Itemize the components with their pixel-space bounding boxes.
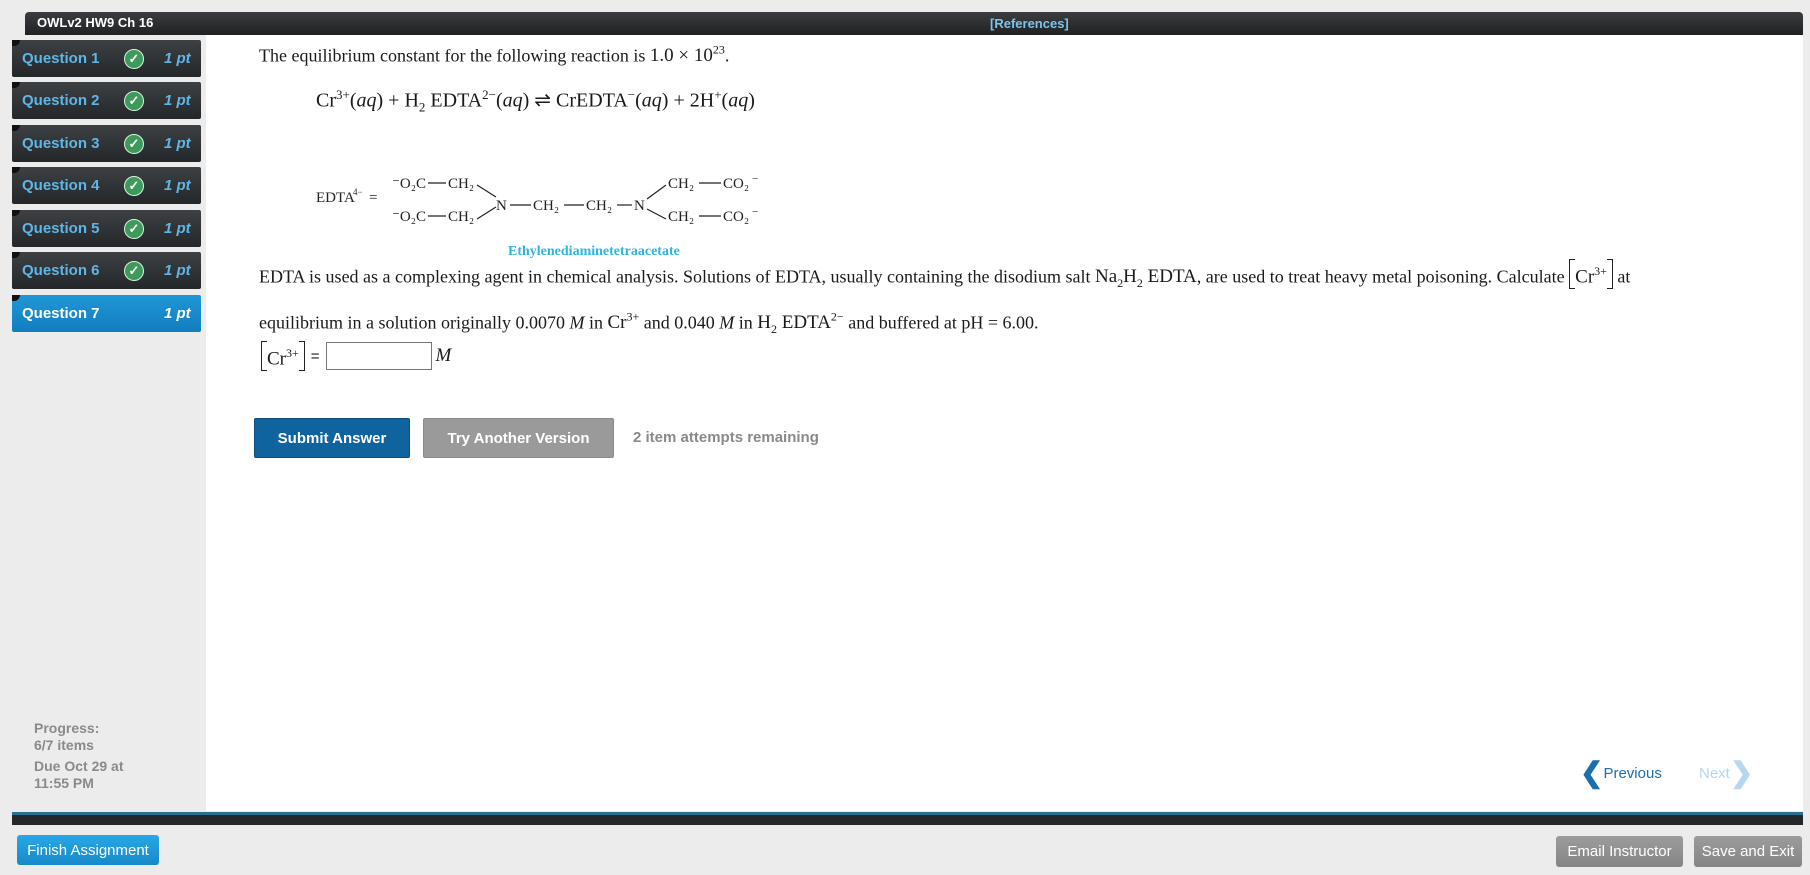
save-and-exit-button[interactable]: Save and Exit: [1694, 836, 1802, 867]
reaction-equation: $Cr^{3+}(aq) + H_2$ $EDTA^{2-}(aq)$ ⇌ CrEDTA−(aq) + 2H+(aq): [316, 87, 755, 115]
sidebar-item-question-2[interactable]: [12, 82, 201, 119]
question-label: Question 2: [22, 92, 100, 109]
check-icon: ✓: [124, 219, 144, 239]
svg-text:CH₂: CH₂: [668, 209, 695, 225]
check-icon: ✓: [124, 176, 144, 196]
attempts-remaining: 2 item attempts remaining: [633, 429, 819, 446]
question-label: Question 4: [22, 177, 100, 194]
sidebar-item-question-5[interactable]: [12, 210, 201, 247]
progress-label: Progress:: [34, 720, 100, 736]
sidebar-item-question-6[interactable]: [12, 252, 201, 289]
svg-text:−: −: [752, 206, 759, 218]
question-points: 1 pt: [164, 262, 191, 279]
sidebar-item-question-7[interactable]: [12, 295, 201, 332]
edta-structure-diagram: [314, 143, 784, 263]
svg-text:CH₂: CH₂: [533, 198, 560, 214]
question-intro: The equilibrium constant for the following reaction is $1.0 \times 10^{23}$.: [259, 43, 730, 67]
svg-text:CH₂: CH₂: [448, 209, 475, 225]
question-label: Question 1: [22, 50, 100, 67]
next-button[interactable]: [1699, 757, 1754, 788]
svg-text:=: =: [369, 190, 378, 206]
svg-text:CH₂: CH₂: [448, 176, 475, 192]
svg-text:N: N: [634, 198, 645, 214]
svg-text:⁻O₂C: ⁻O₂C: [392, 176, 426, 192]
question-label: Question 7: [22, 305, 100, 322]
svg-text:CO₂: CO₂: [723, 209, 750, 225]
submit-answer-button[interactable]: Submit Answer: [254, 418, 410, 458]
check-icon: ✓: [124, 91, 144, 111]
check-icon: ✓: [124, 134, 144, 154]
question-label: Question 5: [22, 220, 100, 237]
svg-text:−: −: [752, 173, 759, 185]
question-points: 1 pt: [164, 92, 191, 109]
question-points: 1 pt: [164, 177, 191, 194]
previous-button[interactable]: [1580, 757, 1662, 788]
previous-label: Previous: [1603, 764, 1662, 782]
chevron-right-icon: ❯: [1729, 757, 1754, 788]
answer-input[interactable]: [326, 342, 432, 370]
finish-assignment-button[interactable]: Finish Assignment: [17, 835, 159, 865]
svg-text:⁻O₂C: ⁻O₂C: [392, 209, 426, 225]
try-another-version-button[interactable]: Try Another Version: [423, 418, 614, 458]
due-date-line: Due Oct 29 at: [34, 758, 124, 774]
svg-text:4−: 4−: [353, 187, 363, 197]
due-date: [34, 758, 123, 792]
references-link[interactable]: [References]: [990, 16, 1069, 31]
question-points: 1 pt: [164, 220, 191, 237]
question-points: 1 pt: [164, 135, 191, 152]
equals-sign: =: [310, 347, 320, 365]
svg-text:N: N: [496, 198, 507, 214]
svg-text:EDTA: EDTA: [316, 190, 355, 206]
assignment-header: [25, 12, 1803, 35]
answer-unit: M: [435, 345, 452, 367]
sidebar-item-question-1[interactable]: [12, 40, 201, 77]
footer-divider: [12, 812, 1803, 825]
check-icon: ✓: [124, 261, 144, 281]
sidebar-item-question-4[interactable]: [12, 167, 201, 204]
question-points: 1 pt: [164, 305, 191, 322]
email-instructor-button[interactable]: Email Instructor: [1556, 836, 1683, 867]
question-content: [206, 35, 1803, 811]
next-label: Next: [1699, 764, 1730, 782]
cr-concentration-label: $Cr^{3+}$: [261, 341, 305, 371]
answer-row: [261, 341, 451, 371]
svg-text:CO₂: CO₂: [723, 176, 750, 192]
svg-text:CH₂: CH₂: [586, 198, 613, 214]
chevron-left-icon: ❮: [1580, 757, 1604, 788]
assignment-title: OWLv2 HW9 Ch 16: [37, 15, 154, 30]
progress-indicator: [34, 720, 99, 754]
question-points: 1 pt: [164, 50, 191, 67]
edta-caption: Ethylenediaminetetraacetate: [508, 244, 680, 259]
question-label: Question 3: [22, 135, 100, 152]
progress-value: 6/7 items: [34, 737, 94, 753]
k-value: $1.0 \times 10^{23}$: [649, 43, 725, 67]
intro-text: The equilibrium constant for the following reaction is: [259, 45, 646, 66]
check-icon: ✓: [124, 49, 144, 69]
svg-text:CH₂: CH₂: [668, 176, 695, 192]
question-label: Question 6: [22, 262, 100, 279]
question-body: EDTA is used as a complexing agent in chemical analysis. Solutions of EDTA, usually containing the disodium salt $Na_2H_2$ EDTA, are used to treat heavy metal poisoning. Calculate $Cr^{3+}$ at equilibrium in a solution originally 0.0070 M in $Cr^{3+}$ and 0.040 M in $H_2$ $EDTA^{2-}$ and buffered at pH = 6.00.: [259, 259, 1709, 346]
sidebar-item-question-3[interactable]: [12, 125, 201, 162]
due-time-line: 11:55 PM: [34, 775, 94, 791]
